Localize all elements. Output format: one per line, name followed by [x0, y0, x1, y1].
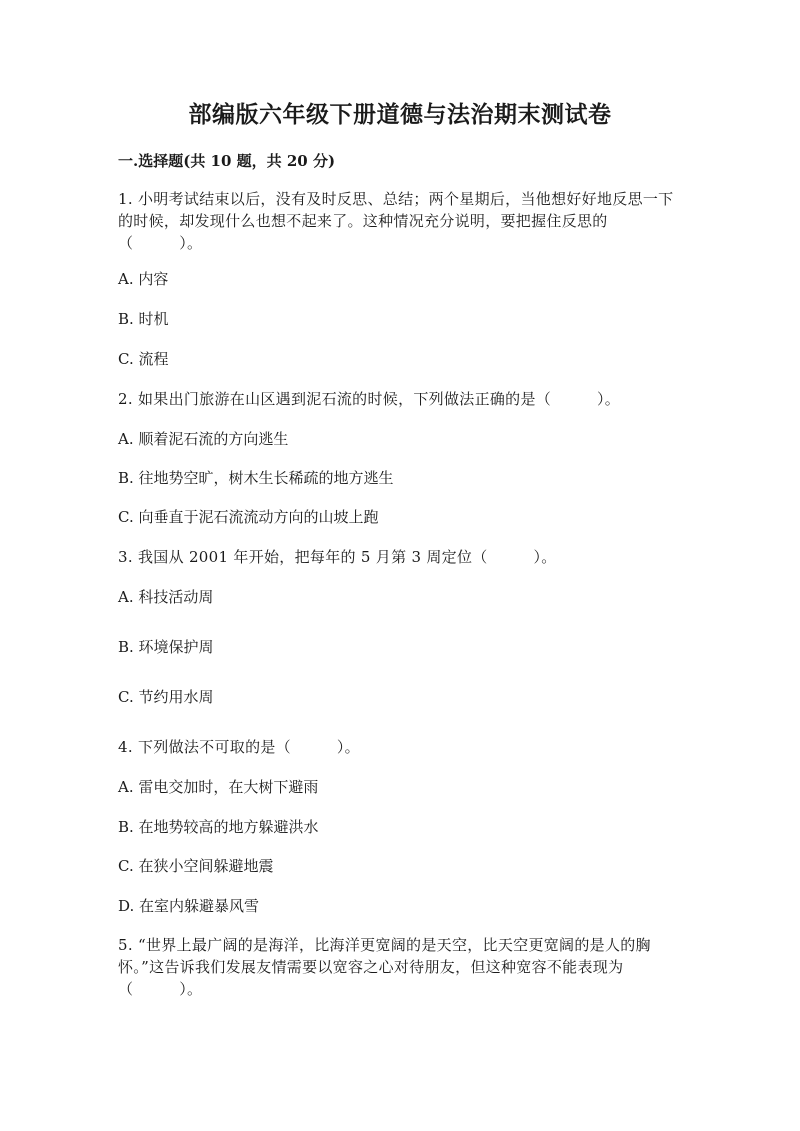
- question-5: 5. “世界上最广阔的是海洋，比海洋更宽阔的是天空，比天空更宽阔的是人的胸怀。”这告诉我们发展友情需要以宽容之心对待朋友，但这种宽容不能表现为（ ）。: [118, 936, 651, 998]
- q2-option-b: B. 往地势空旷，树木生长稀疏的地方逃生: [118, 469, 394, 487]
- q4-option-b: B. 在地势较高的地方躲避洪水: [118, 818, 319, 836]
- question-4: 4. 下列做法不可取的是（ ）。: [118, 738, 360, 756]
- question-3: 3. 我国从 2001 年开始，把每年的 5 月第 3 周定位（ ）。: [118, 548, 557, 566]
- q2-option-a: A. 顺着泥石流的方向逃生: [118, 430, 289, 448]
- q1-option-b: B. 时机: [118, 310, 169, 328]
- q4-option-c: C. 在狭小空间躲避地震: [118, 857, 274, 875]
- q4-option-d: D. 在室内躲避暴风雪: [118, 897, 260, 915]
- q1-option-a: A. 内容: [118, 270, 169, 288]
- section-heading: 一.选择题(共 10 题，共 20 分): [118, 152, 336, 170]
- page-title: 部编版六年级下册道德与法治期末测试卷: [188, 101, 612, 128]
- q3-option-a: A. 科技活动周: [118, 588, 214, 606]
- question-1: 1. 小明考试结束以后，没有及时反思、总结；两个星期后，当他想好好地反思一下的时候，却发现什么也想不起来了。这种情况充分说明，要把握住反思的（ ）。: [118, 190, 674, 252]
- q3-option-c: C. 节约用水周: [118, 688, 214, 706]
- q3-option-b: B. 环境保护周: [118, 638, 214, 656]
- question-2: 2. 如果出门旅游在山区遇到泥石流的时候，下列做法正确的是（ ）。: [118, 390, 621, 408]
- q2-option-c: C. 向垂直于泥石流流动方向的山坡上跑: [118, 508, 379, 526]
- q1-option-c: C. 流程: [118, 350, 169, 368]
- q4-option-a: A. 雷电交加时，在大树下避雨: [118, 778, 319, 796]
